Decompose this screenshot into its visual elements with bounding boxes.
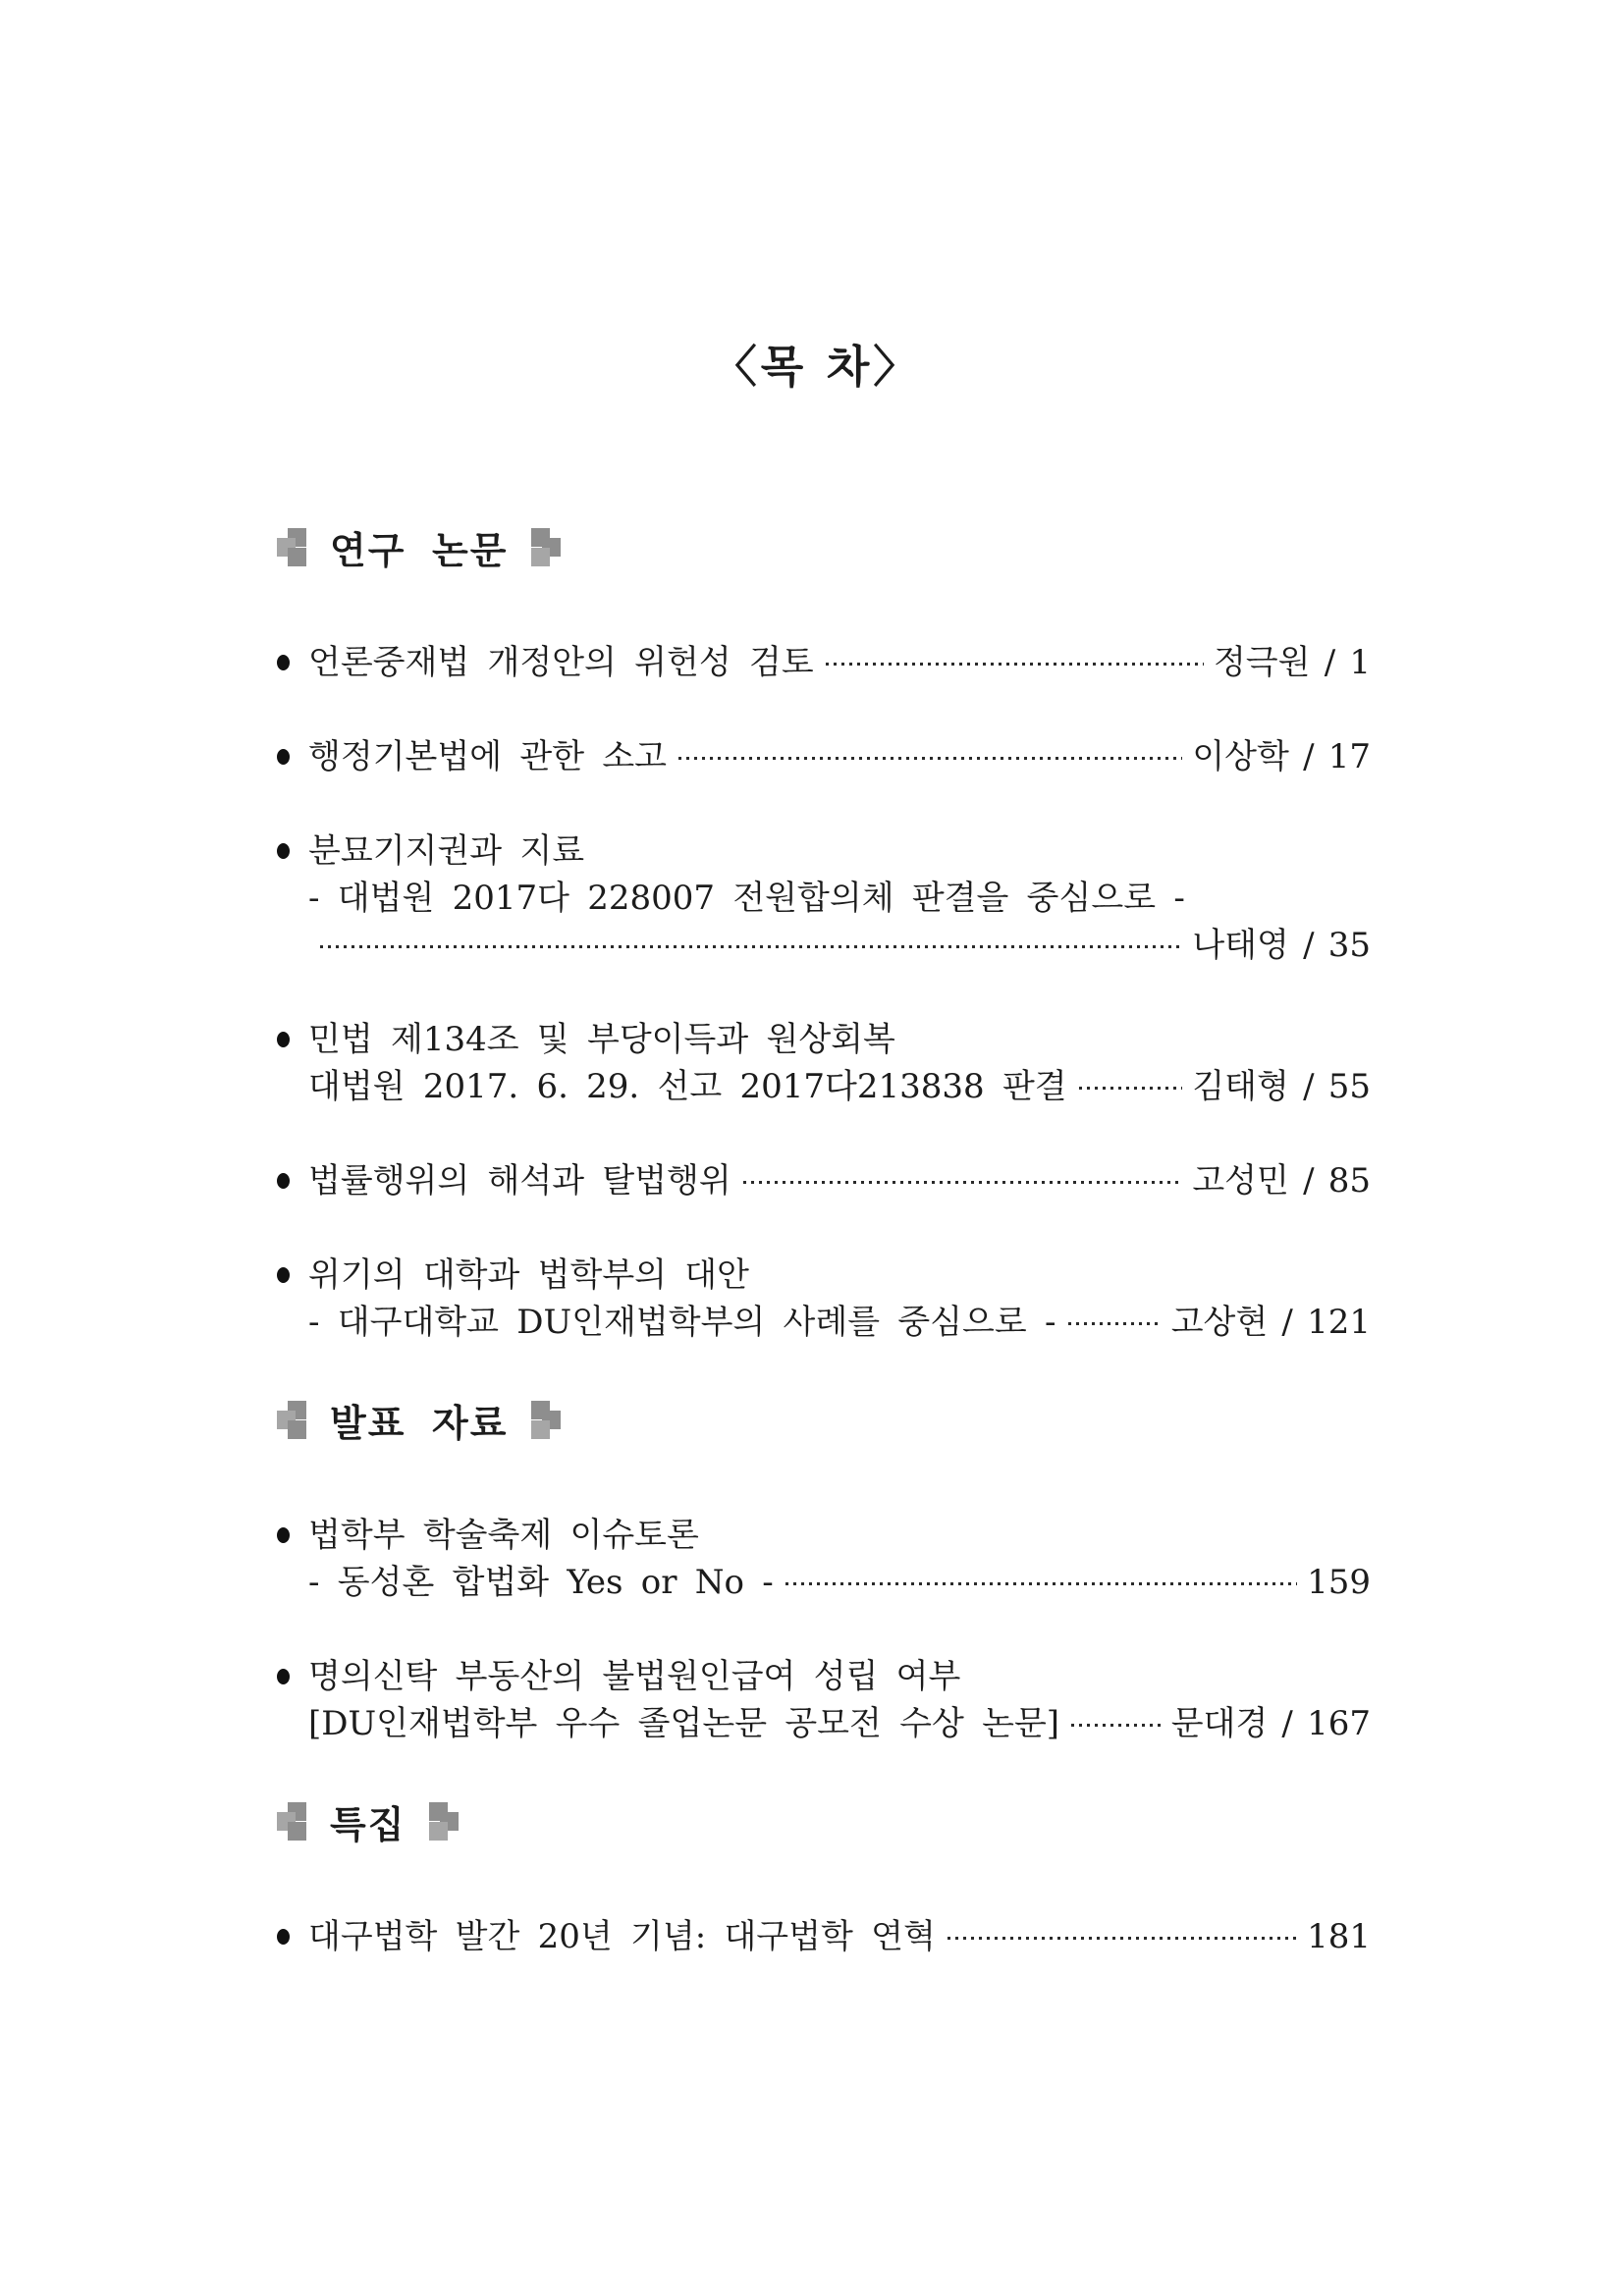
bullet-icon (277, 1173, 290, 1189)
toc-line (308, 733, 1371, 780)
bullet-icon (277, 655, 290, 670)
toc-line (308, 875, 1371, 922)
toc-line (308, 1063, 1371, 1110)
dotted-leader-icon (1068, 1322, 1162, 1325)
toc-line (308, 1299, 1371, 1346)
entry-text: 행정기본법에 관한 소고 (308, 736, 668, 776)
section-header (277, 1393, 1371, 1447)
entry-author-page: 정극원 / 1 (1213, 642, 1371, 682)
section-marker-right-icon (531, 528, 561, 566)
marker-square (288, 548, 306, 566)
toc-line (308, 1653, 1371, 1700)
toc-section (277, 1393, 1371, 1747)
entry-author-page: 고상현 / 121 (1170, 1302, 1371, 1342)
bullet-icon (277, 1929, 290, 1945)
toc-line (308, 1559, 1371, 1606)
toc-section (277, 520, 1371, 1346)
entry-author-page: 181 (1307, 1916, 1371, 1956)
toc-line (308, 1157, 1371, 1204)
toc-line (308, 1700, 1371, 1747)
bullet-icon (277, 843, 290, 859)
entry-author-page: 김태형 / 55 (1192, 1066, 1371, 1106)
dotted-leader-icon (1071, 1724, 1162, 1727)
toc-item (277, 1512, 1371, 1606)
bullet-icon (277, 1267, 290, 1283)
entry-text: 민법 제134조 및 부당이득과 원상회복 (308, 1019, 895, 1059)
toc-line (308, 922, 1371, 969)
toc-item (277, 639, 1371, 686)
toc-item (277, 1653, 1371, 1747)
marker-square (288, 1822, 306, 1841)
dotted-leader-icon (826, 663, 1204, 666)
marker-square (531, 1420, 550, 1439)
entry-author-page: 고성민 / 85 (1192, 1160, 1371, 1201)
toc-line (308, 828, 1371, 875)
bullet-icon (277, 1669, 290, 1684)
toc-line (308, 1512, 1371, 1559)
toc-line (308, 1252, 1371, 1299)
marker-square (288, 1420, 306, 1439)
entry-text: - 동성혼 합법화 Yes or No - (308, 1562, 774, 1602)
section-marker-left-icon (277, 1802, 306, 1841)
section-header (277, 520, 1371, 574)
section-title: 연구 논문 (330, 527, 509, 572)
section-header (277, 1794, 1371, 1848)
toc-item (277, 828, 1371, 969)
marker-square (531, 548, 550, 566)
entry-text: - 대구대학교 DU인재법학부의 사례를 중심으로 - (308, 1302, 1056, 1342)
entry-author-page: 이상학 / 17 (1192, 736, 1371, 776)
section-marker-right-icon (531, 1401, 561, 1439)
entry-text: 언론중재법 개정안의 위헌성 검토 (308, 642, 814, 682)
toc-line (308, 1016, 1371, 1063)
bullet-icon (277, 749, 290, 765)
dotted-leader-icon (678, 757, 1182, 760)
entry-text: 법률행위의 해석과 탈법행위 (308, 1160, 731, 1201)
section-marker-right-icon (429, 1802, 459, 1841)
entry-author-page: 159 (1307, 1562, 1371, 1602)
dotted-leader-icon (785, 1582, 1297, 1585)
dotted-leader-icon (947, 1937, 1297, 1940)
entry-author-page: 나태영 / 35 (1192, 925, 1371, 965)
entry-text: 법학부 학술축제 이슈토론 (308, 1515, 699, 1555)
entry-text: - 대법원 2017다 228007 전원합의체 판결을 중심으로 - (308, 878, 1185, 918)
toc-item (277, 733, 1371, 780)
toc-line (308, 639, 1371, 686)
entry-text: [DU인재법학부 우수 졸업논문 공모전 수상 논문] (308, 1703, 1060, 1743)
entry-author-page: 문대경 / 167 (1170, 1703, 1371, 1743)
entry-text: 분묘기지권과 지료 (308, 830, 585, 871)
section-title: 발표 자료 (330, 1400, 509, 1445)
toc-item (277, 1157, 1371, 1204)
toc-line (308, 1913, 1371, 1960)
bullet-icon (277, 1032, 290, 1047)
section-marker-left-icon (277, 528, 306, 566)
dotted-leader-icon (743, 1181, 1183, 1184)
page-title: 〈목 차〉 (712, 341, 922, 393)
toc-item (277, 1913, 1371, 1960)
toc-item (277, 1016, 1371, 1110)
dotted-leader-icon (1079, 1087, 1183, 1090)
entry-text: 대법원 2017. 6. 29. 선고 2017다213838 판결 (308, 1066, 1067, 1106)
entry-text: 위기의 대학과 법학부의 대안 (308, 1255, 749, 1295)
entry-text: 명의신탁 부동산의 불법원인급여 성립 여부 (308, 1656, 961, 1696)
entry-text: 대구법학 발간 20년 기념: 대구법학 연혁 (308, 1916, 936, 1956)
bullet-icon (277, 1527, 290, 1543)
toc-section (277, 1794, 1371, 1960)
section-marker-left-icon (277, 1401, 306, 1439)
marker-square (429, 1822, 448, 1841)
dotted-leader-icon (320, 945, 1182, 948)
toc-item (277, 1252, 1371, 1346)
section-title: 특집 (330, 1801, 406, 1846)
toc-sections (277, 520, 1371, 1960)
